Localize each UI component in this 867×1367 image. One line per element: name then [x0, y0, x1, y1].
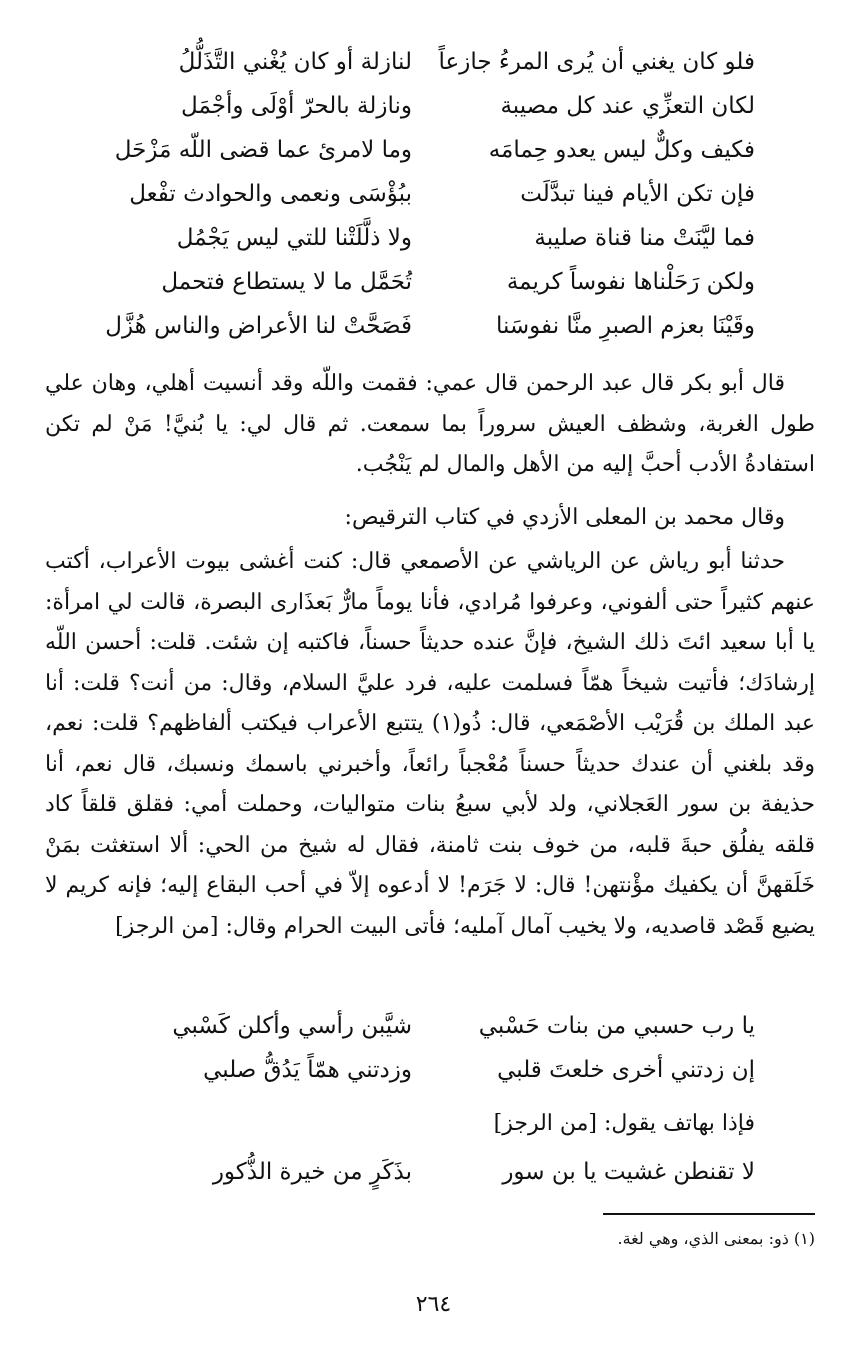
verse-second-hemistich: شيَّبن رأسي وأكلن كَسْبي: [172, 1013, 412, 1039]
paragraph-text: وقال محمد بن المعلى الأزدي في كتاب الترقيص:: [344, 505, 785, 530]
verse-first-hemistich: إن زدتني أخرى خلعتَ قلبي: [497, 1057, 755, 1083]
verse-second-hemistich: ونازلة بالحرّ أوْلَى وأجْمَل: [181, 93, 412, 119]
verse-row: [0, 130, 867, 174]
verse-row: [0, 306, 867, 350]
verse-row: [0, 86, 867, 130]
paragraph-muhammad-ibn-al-muala: [45, 498, 815, 539]
verse-second-hemistich: ولا ذلَّلَتْنا للتي ليس يَجْمُل: [176, 225, 412, 251]
poem-intro-line: فإذا بهاتف يقول: [من الرجز]: [493, 1111, 755, 1136]
page-number: ٢٦٤: [415, 1292, 452, 1317]
paragraph-abu-bakr: [45, 364, 815, 486]
verse-row: [0, 1152, 867, 1196]
verse-row: [0, 174, 867, 218]
verse-row: [0, 218, 867, 262]
verse-first-hemistich: يا رب حسبي من بنات حَسْبي: [478, 1013, 755, 1039]
paragraph-text: حدثنا أبو رياش عن الرياشي عن الأصمعي قال: كنت أغشى بيوت الأعراب، أكتب عنهم كثيراً حتى ألفوني، وعرفوا مُرادي، فأنا يوماً مارٌّ بَعذَارى البصرة، قالت لي امرأة: يا أبا سعيد ائتَ ذلك الشيخ، فإنَّ عنده حديثاً حسناً، فاكتبه إن شئت. قلت: أحسن اللّه إرشادَك؛ فأتيت شيخاً همّاً فسلمت عليه، فرد عليَّ السلام، وقال: من أنت؟ قلت: أنا عبد الملك بن قُرَيْب الأصْمَعي، قال: ذُو(١) يتتبع الأعراب فيكتب ألفاظهم؟ قلت: نعم، وقد بلغني أن عندك حديثاً حسناً مُعْجباً رائعاً، وأخبرني باسمك ونسبك، قال نعم، أنا حذيفة بن سور العَجلاني، ولد لأبي سبعُ بنات متواليات، وحملت أمي: فقلق قلقاً كاد قلقه يفلُق حبةَ قلبه، من خوف بنت ثامنة، فقال له شيخ من الحي: ألا استغثت بمَنْ خَلَقهنَّ أن يكفيك مؤْنتهن! قال: لا جَرَم! لا أدعوه إلاّ في أحب البقاع إليه؛ فإنه كريم لا يضيع قَصْد قاصديه، ولا يخيب آمال آمليه؛ فأتى البيت الحرام وقال: [من الرجز]: [45, 549, 815, 939]
verse-first-hemistich: فكيف وكلٌّ ليس يعدو حِمامَه: [488, 137, 755, 163]
verse-first-hemistich: فلو كان يغني أن يُرى المرءُ جازعاً: [438, 49, 755, 75]
verse-row: [0, 42, 867, 86]
verse-first-hemistich: ولكن رَحَلْناها نفوساً كريمة: [506, 269, 755, 295]
poem-block-2: [0, 1006, 867, 1094]
verse-first-hemistich: لكان التعزِّي عند كل مصيبة: [500, 93, 755, 119]
verse-second-hemistich: ببُؤْسَى ونعمى والحوادث تفْعل: [129, 181, 412, 207]
verse-second-hemistich: لنازلة أو كان يُغْني التَّذَلُّلُ: [178, 49, 412, 75]
verse-row: [0, 1006, 867, 1050]
verse-first-hemistich: فما ليَّنَتْ منا قناة صليبة: [534, 225, 755, 251]
verse-second-hemistich: وزدتني همّاً يَدُقُّ صلبي: [203, 1057, 412, 1083]
verse-first-hemistich: وقَيْنَا بعزم الصبرِ منَّا نفوسَنا: [495, 313, 755, 339]
paragraph-asmai-story: [45, 542, 815, 947]
verse-second-hemistich: تُحَمَّل ما لا يستطاع فتحمل: [161, 269, 412, 295]
verse-row: [0, 1050, 867, 1094]
poem-block-1: [0, 42, 867, 350]
verse-second-hemistich: فَصَحَّتْ لنا الأعراض والناس هُزَّل: [105, 313, 412, 339]
verse-row: [0, 262, 867, 306]
paragraph-text: قال أبو بكر قال عبد الرحمن قال عمي: فقمت واللّه وقد أنسيت أهلي، وهان علي طول الغربة، وشظف العيش سروراً بما سمعت. ثم قال لي: يا بُنيَّ! مَنْ لم تكن استفادةُ الأدب أحبَّ إليه من الأهل والمال لم يَنْجُب.: [45, 371, 815, 477]
verse-second-hemistich: وما لامرئ عما قضى اللّه مَزْحَل: [114, 137, 412, 163]
verse-first-hemistich: لا تقنطن غشيت يا بن سور: [502, 1159, 755, 1185]
footnote: (١) ذو: بمعنى الذي، وهي لغة.: [617, 1229, 815, 1248]
footnote-divider: [603, 1213, 815, 1215]
poem-block-3: [0, 1152, 867, 1196]
verse-second-hemistich: بذَكَرٍ من خيرة الذُّكور: [212, 1159, 412, 1185]
verse-first-hemistich: فإن تكن الأيام فينا تبدَّلَت: [520, 181, 755, 207]
